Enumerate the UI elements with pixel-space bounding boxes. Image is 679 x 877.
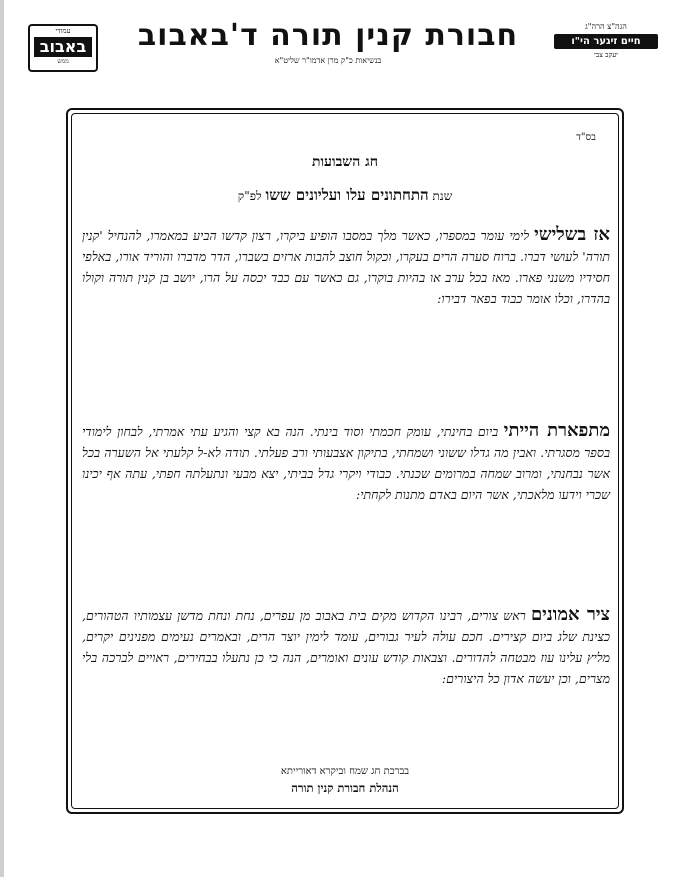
logo-tag-text: ממש — [57, 58, 69, 65]
letter-frame — [66, 108, 624, 814]
title-block — [108, 18, 548, 66]
logo-top-text: עמודי — [55, 27, 71, 35]
sponsor-line-1: הגה"צ הרה"ג — [585, 22, 627, 31]
paragraph-3-lead: ציר אמונים — [530, 604, 610, 625]
year-line — [76, 186, 614, 205]
paragraph-1 — [82, 224, 610, 309]
closing-block — [76, 764, 614, 797]
paragraph-3 — [82, 604, 610, 689]
closing-greeting: בברכת חג שמח וביקרא דאורייתא — [280, 766, 410, 777]
logo-brand-text: באבוב — [34, 37, 92, 57]
year-suffix: לפ"ק — [237, 189, 262, 203]
year-highlight: התחתונים עלו ועליונים ששו — [265, 186, 429, 204]
sponsor-name: חיים זיגער הי"ו — [554, 34, 658, 49]
scan-edge — [0, 0, 4, 877]
organization-logo — [28, 24, 98, 72]
letterhead — [20, 18, 662, 80]
organization-subtitle: בנשיאות כ"ק מרן אדמו"ר שליט"א — [274, 56, 382, 65]
paragraph-1-text: לימי עומר במספרו, כאשר מלך במסבו הופיע ביקרו, רצון קדשו הביע במאמרו, להנחיל 'קנין תורה' לעושי דברו. ברוח סערה הרים בעקרו, וכקול חוצב להבות ארזים בשברו, הדר מדברו והוריד אורו, באלפי חסידיו משנני פארו. מאז בכל ערב או בהיות בוקרו, גם כאשר עם כבד יכסה על הרו, יושב בן קנין תורה וקולו בהדרו, וכלו אומר כבוד בפאר דבירו: — [82, 228, 610, 306]
year-prefix: שנת — [432, 189, 453, 203]
paragraph-2-lead: מתפארת הייתי — [503, 420, 610, 441]
holiday-heading: חג השבועות — [311, 154, 379, 170]
paragraph-1-lead: אז בשלישי — [534, 224, 610, 245]
letter-content — [76, 118, 614, 806]
paragraph-3-text: ראש צורים, רבינו הקדוש מקים בית באבוב מן עפרים, נחת ונחת מדשן עצמותיו הטהורים, כצינת שלג ביום קצירים. חכם עולה לעיר גבורים, עומד לימין יוצר הרים, ובאמרים נעימים מפנינים יקרים, מליץ עלינו עוז מבטחה להדורים. וצבאות קודש עונים ואומרים, הנה כי כן נתעלו בבחירים, ראויים לברכה בלי מצרים, וכן יעשה אדון כל היצורים: — [82, 608, 610, 686]
bsd-mark: בס"ד — [576, 132, 596, 143]
closing-signature: הנהלת חבורת קנין תורה — [291, 781, 399, 795]
paragraph-2 — [82, 420, 610, 505]
organization-title: חבורת קנין תורה ד'באבוב — [137, 18, 519, 53]
paragraph-2-text: ביום בחינתי, עומק חכמתי וסוד בינתי. הנה בא קצי והגיע עתי אמרתי, לבחון לימודי בספר מסגרתי. ואבין מה גדלו ששוני ושמחתי, בתיקון אצבעותי ורב פעלתי. תודה לא-ל קלעתי אל השערה בכל אשר נבחנתי, ומרוב שמחה במרומים שכנתי. כבודי ויקרי גדל בביתי, יצא מבעי ונתעלתה חפתי, עתה אף יכינו שכרי וידעו מלאכתי, אשר היום באדם מתנות לקחתי: — [82, 424, 610, 502]
sponsor-line-2: יעקב צבי — [593, 51, 619, 59]
sponsor-box — [550, 22, 662, 60]
